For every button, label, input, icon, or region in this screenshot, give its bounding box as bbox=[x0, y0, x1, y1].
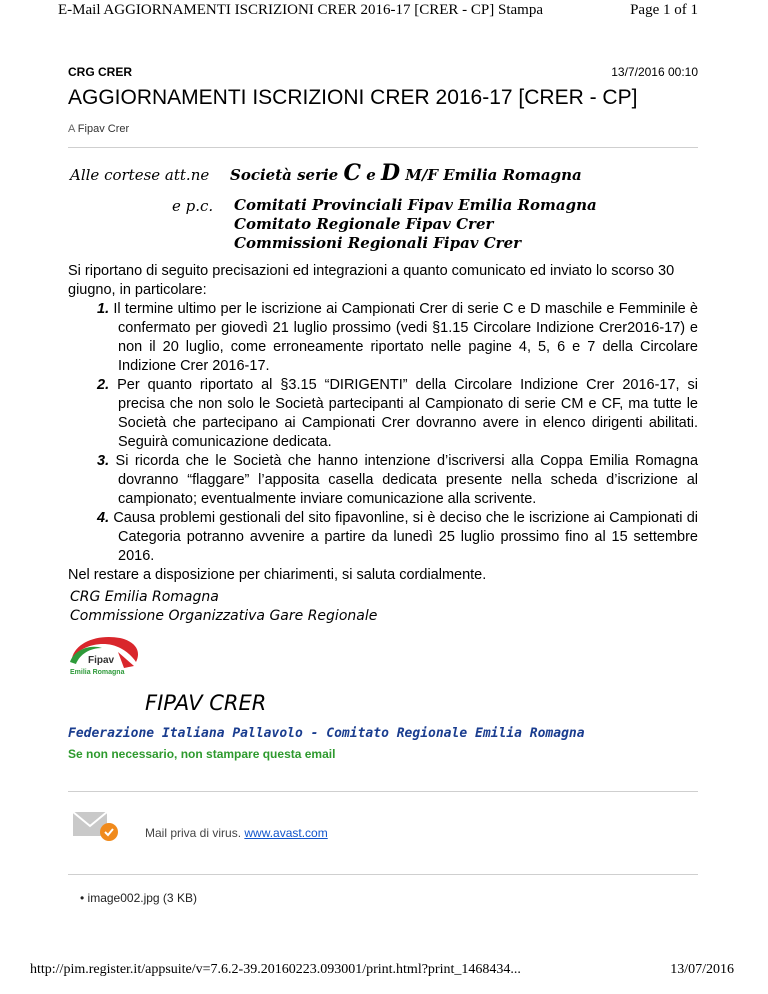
cc-2: Comitato Regionale Fipav Crer bbox=[234, 215, 494, 233]
item-1-number: 1. bbox=[97, 301, 110, 317]
header-divider bbox=[68, 147, 698, 148]
to-label: A bbox=[68, 123, 75, 135]
list-item-4 bbox=[68, 509, 698, 566]
recipient-post: M/F Emilia Romagna bbox=[405, 166, 582, 184]
intro-paragraph: Si riportano di seguito precisazioni ed integrazioni a quanto comunicato ed inviato lo scorso 30 giugno, in particolare: bbox=[68, 263, 675, 298]
print-header-page: Page 1 of 1 bbox=[630, 2, 698, 18]
signature-line-2: Commissione Organizzativa Gare Regionale bbox=[70, 608, 378, 624]
avast-text: Mail priva di virus. bbox=[145, 826, 242, 840]
to-value[interactable]: Fipav Crer bbox=[77, 123, 130, 135]
logo-text-region: Emilia Romagna bbox=[70, 669, 125, 676]
federation-name: Federazione Italiana Pallavolo - Comitato Regionale Emilia Romagna bbox=[68, 726, 585, 741]
item-2-text: Per quanto riportato al §3.15 “DIRIGENTI” della Circolare Indizione Crer 2016-17, si precisa che non solo le Società partecipanti al Campionato di serie CM e CF, ma tutte le Società che partecipano ai Campionati Crer dovranno avere in elenco dirigenti abilitati. Seguirà comunicazione dedicata. bbox=[117, 377, 699, 450]
item-1-text: Il termine ultimo per le iscrizione ai Campionati Crer di serie C e D maschile e Femminile è confermato per giovedì 21 luglio prossimo (vedi §1.15 Circolare Indizione Crer2016-17) e non il 20 luglio, come erroneamente riportato nelle pagine 4, 5, 6 e 7 della Circolare Indizione Crer 2016-17. bbox=[113, 301, 699, 374]
item-4-text: Causa problemi gestionali del sito fipavonline, si è deciso che le iscrizione ai Campionati di Categoria potranno avvenire a partire da lunedì 25 luglio prossimo fino al 15 settembre 2016. bbox=[113, 510, 699, 564]
list-item-2 bbox=[68, 376, 698, 452]
fipav-emilia-romagna-logo bbox=[68, 632, 144, 676]
recipient-c: C bbox=[343, 160, 361, 186]
recipient-line bbox=[230, 160, 582, 186]
cc-label: e p.c. bbox=[172, 197, 214, 215]
print-header-title: E-Mail AGGIORNAMENTI ISCRIZIONI CRER 2016-17 [CRER - CP] Stampa bbox=[58, 2, 543, 18]
letter-body bbox=[68, 262, 698, 585]
item-2-number: 2. bbox=[97, 377, 110, 393]
signature-divider bbox=[68, 791, 698, 792]
cc-3: Commissioni Regionali Fipav Crer bbox=[234, 234, 522, 252]
mail-datetime: 13/7/2016 00:10 bbox=[611, 65, 698, 79]
avast-notice bbox=[145, 826, 328, 840]
item-3-number: 3. bbox=[97, 453, 110, 469]
mail-check-icon bbox=[72, 810, 120, 846]
attachment-name[interactable]: image002.jpg (3 KB) bbox=[87, 891, 197, 905]
item-4-number: 4. bbox=[97, 510, 110, 526]
mail-sender[interactable]: CRG CRER bbox=[68, 65, 133, 79]
signature-line-1: CRG Emilia Romagna bbox=[70, 589, 219, 605]
logo-text-fipav: Fipav bbox=[88, 655, 115, 666]
recipient-e: e bbox=[366, 166, 376, 184]
recipient-d: D bbox=[380, 160, 401, 186]
bullet: • bbox=[80, 891, 85, 905]
attachment-divider bbox=[68, 874, 698, 875]
list-item-1 bbox=[68, 300, 698, 376]
print-footer-date: 13/07/2016 bbox=[670, 962, 734, 977]
attachment-item[interactable] bbox=[80, 891, 197, 905]
salutation: Alle cortese att.ne bbox=[70, 166, 210, 184]
no-print-notice: Se non necessario, non stampare questa email bbox=[68, 747, 336, 761]
closing-paragraph: Nel restare a disposizione per chiarimenti, si saluta cordialmente. bbox=[68, 567, 487, 583]
print-footer-url: http://pim.register.it/appsuite/v=7.6.2-39.20160223.093001/print.html?print_1468434... bbox=[30, 962, 521, 977]
list-item-3 bbox=[68, 452, 698, 509]
cc-1: Comitati Provinciali Fipav Emilia Romagna bbox=[234, 196, 597, 214]
avast-link[interactable]: www.avast.com bbox=[244, 826, 328, 840]
footer-signature-name: FIPAV CRER bbox=[145, 691, 267, 715]
mail-subject: AGGIORNAMENTI ISCRIZIONI CRER 2016-17 [CRER - CP] bbox=[68, 86, 638, 109]
item-3-text: Si ricorda che le Società che hanno intenzione d’iscriversi alla Coppa Emilia Romagna dovranno “flaggare” l’apposita casella dedicata presente nella scheda d’iscrizione al campionato; eventualmente inviare comunicazione alla scrivente. bbox=[115, 453, 699, 507]
recipient-pre: Società serie bbox=[230, 166, 339, 184]
mail-recipients bbox=[68, 123, 129, 135]
